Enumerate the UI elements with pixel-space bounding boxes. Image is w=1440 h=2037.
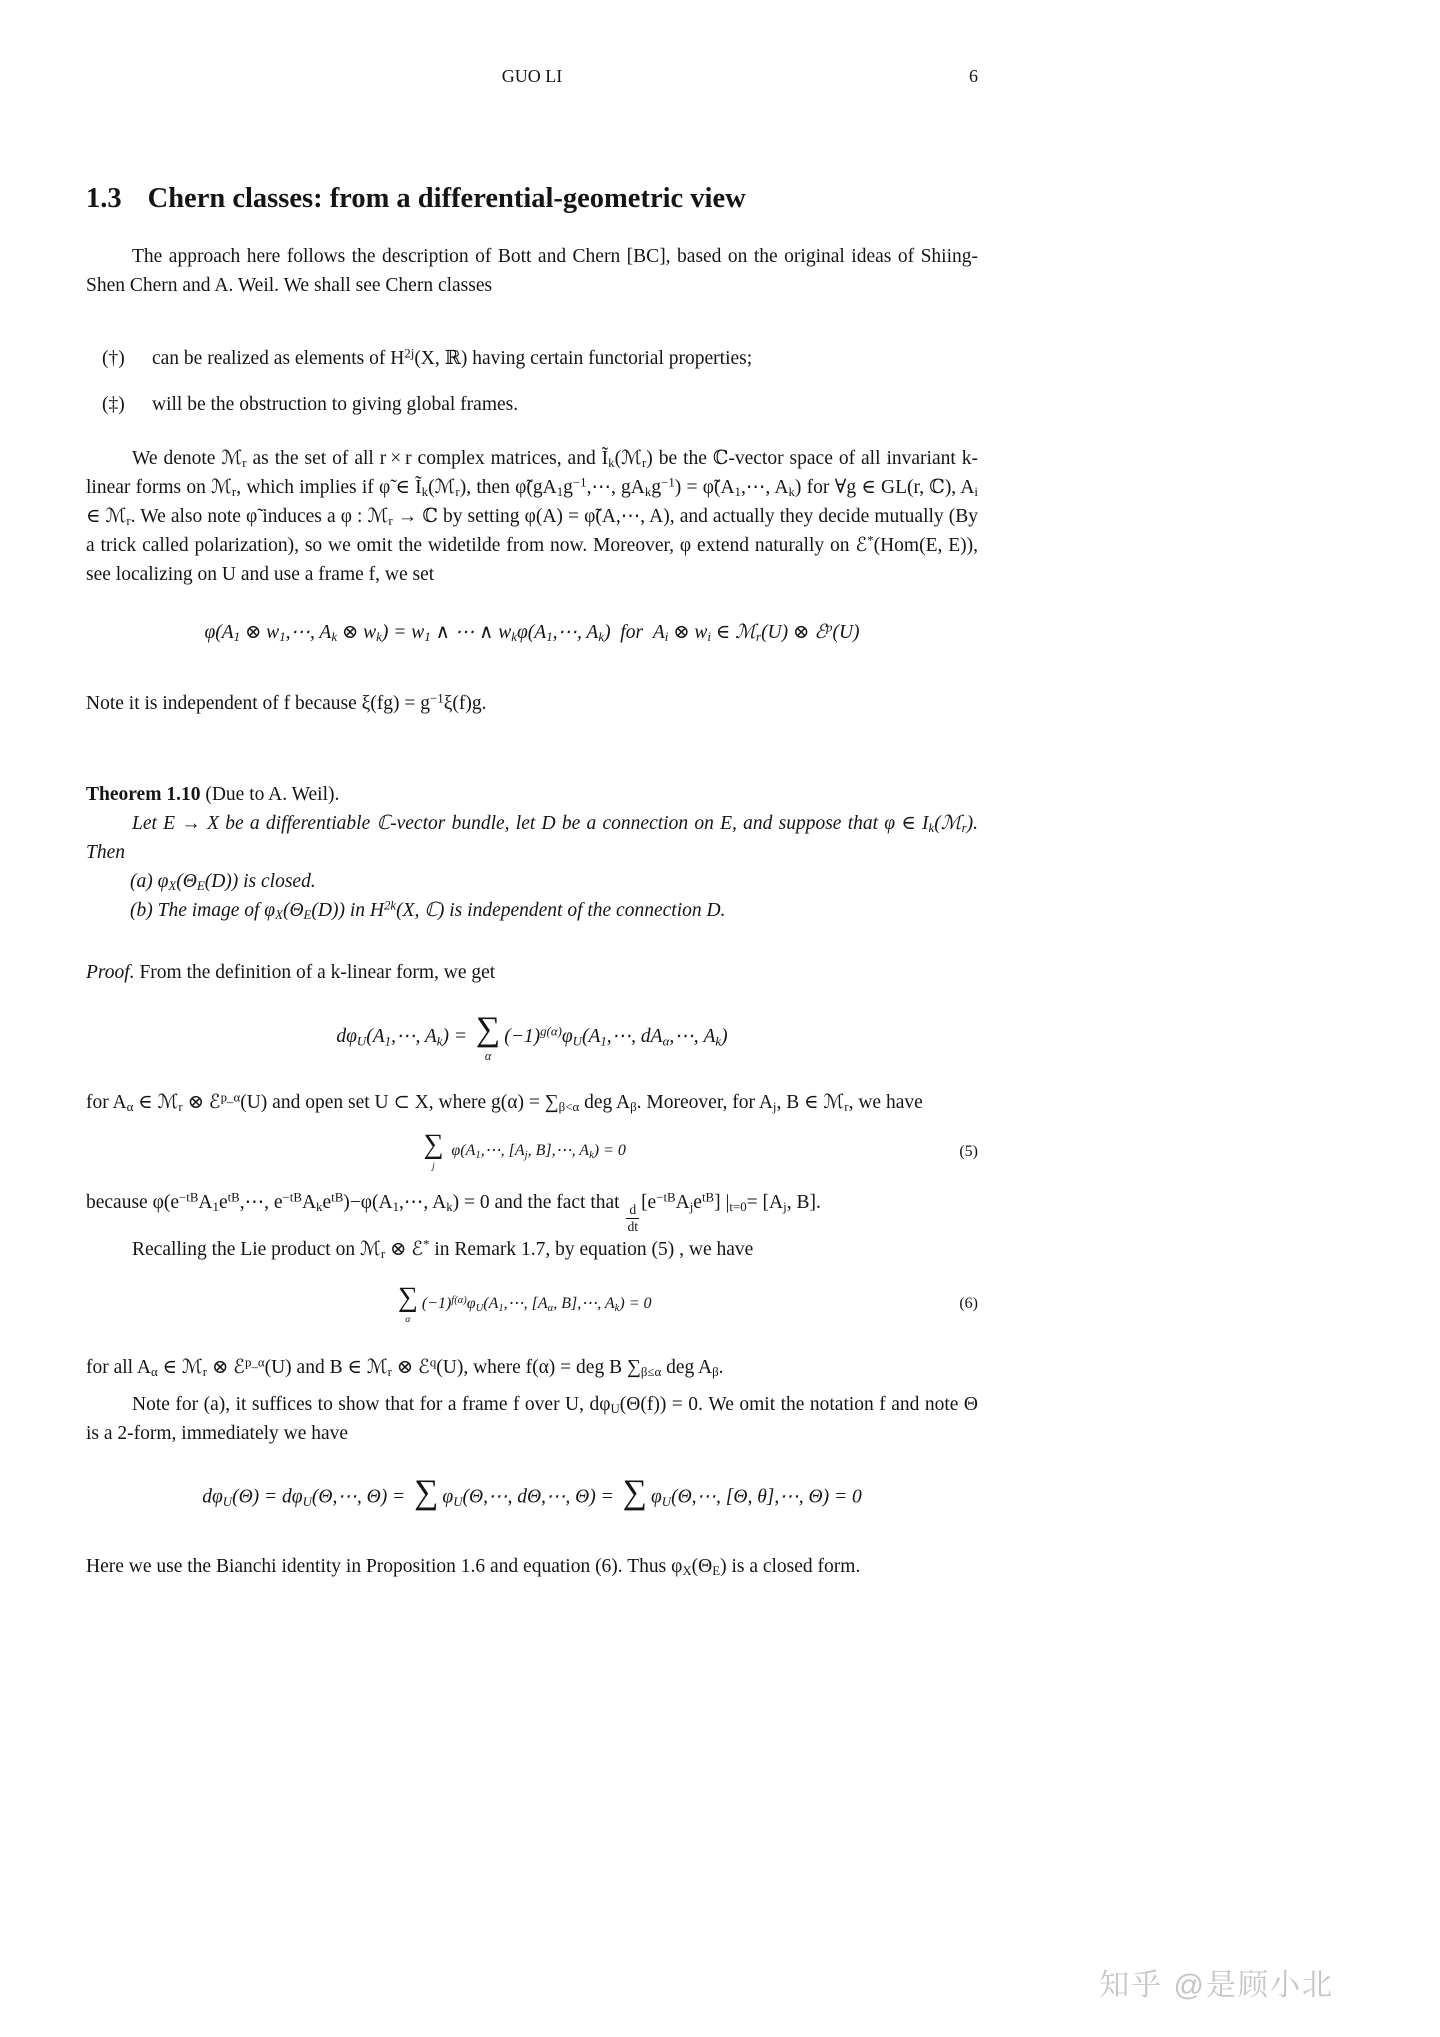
theorem-label: Theorem 1.10 — [86, 784, 201, 805]
equation-6-body: ∑ α $(-1)^{f(\alpha)}\varphi_U(A_1,\cdots$, [$A_\alpha$, B],⋯, $A_k) = 0$ — [397, 1281, 652, 1325]
text-column — [86, 0, 978, 1581]
intro-paragraph: The approach here follows the description of Bott and Chern [BC], based on the original ideas of Shiing-Shen Chern and A. Weil. We shall see Chern classes — [86, 246, 978, 296]
equation-dphi: $d\varphi_U(A_1,\cdots$, $A_k$) = ∑ α $(-1)^{g(\alpha)}\varphi_U(A_1,\cdots$, $dA_\alpha,\cdots$, $A_k$) — [336, 1011, 728, 1064]
theorem-attribution: (Due to A. Weil). — [205, 784, 340, 805]
equation-6 — [86, 1281, 978, 1325]
page-header — [86, 66, 978, 90]
equation-5-tag: (5) — [959, 1142, 978, 1160]
theorem-block — [86, 780, 978, 925]
theorem-head — [86, 780, 978, 809]
running-title: GUO LI — [501, 66, 563, 86]
paragraph-forall: for all $A_\alpha$ ∈ ℳ$_r$ ⊗ ℰ$^{p\_\alpha}$(U) and B ∈ ℳ$_r$ ⊗ ℰ$^q$(U), where f(α) = deg B $\sum_{\beta\le\alpha}$ deg $A_\beta$. — [86, 1355, 724, 1379]
proof-lead — [86, 958, 978, 987]
theorem-statement: Let E → X be a differentiable ℂ-vector bundle, let D be a connection on E, and suppose that φ ∈ $I_k(ℳ_r)$. Then — [86, 813, 978, 863]
paragraph-recalling: Recalling the Lie product on ℳ$_r$ ⊗ ℰ* in Remark 1.7, by equation (5) , we have — [132, 1237, 754, 1261]
footnote-item-ddagger — [86, 390, 978, 419]
ddagger-marker: (‡) — [102, 394, 125, 415]
proof-lead-text: From the definition of a k-linear form, we get — [139, 962, 496, 983]
theorem-item-b: (b) The image of $\varphi_X(\Theta_E(D))$ in $H^{2k}(X$, ℂ) is independent of the connection D. — [130, 898, 726, 923]
paragraph-closing: Here we use the Bianchi identity in Proposition 1.6 and equation (6). Thus $\varphi_X(\Theta_E)$ is a closed form. — [86, 1555, 861, 1579]
equation-5-body: ∑ j $\varphi(A_1,\cdots$, [$A_j$, B],⋯, $A_k) = 0$ — [423, 1129, 626, 1173]
equation-final: $d\varphi_U(\Theta)$ = $d\varphi_U(\Theta,\cdots$, Θ) = ∑ $\varphi_U(\Theta,\cdots$, dΘ,⋯, Θ) = ∑ $\varphi_U(\Theta,\cdots$, [Θ, θ],⋯, Θ) = 0 — [202, 1473, 862, 1511]
section-heading — [86, 182, 978, 216]
paragraph-note-a: Note for (a), it suffices to show that for a frame f over U, $d\varphi_U(\Theta(f)) = 0$. We omit the notation f and note Θ is a 2-form, immediately we have — [86, 1393, 978, 1444]
page-number: 6 — [969, 66, 978, 86]
paragraph-because: because $\varphi(e^{-tB}A_1e^{tB},\cdots$, $e^{-tB}A_ke^{tB})-\varphi(A_1,\cdots$, $A_k) = 0$ and the fact that $\frac{d}{dt}$ $[e^{-tB}A_je^{tB}]$ $|_{t=0}= [A_j$, B]. — [86, 1190, 821, 1234]
equation-6-tag: (6) — [959, 1295, 978, 1313]
dagger-marker: (†) — [102, 348, 125, 369]
paragraph-denote: We denote ℳ$_r$ as the set of all r × r complex matrices, and $Ĩ_k(ℳ_r)$ be the ℂ-vector space of all invariant k-linear forms on ℳ$_r$, which implies if φ̃ ∈ $Ĩ_k(ℳ_r)$, then $\varphĩ(gA_1g^{-1},\cdots$, $gA_kg^{-1}$) = $\varphĩ(A_1,\cdots$, $A_k$) for ∀g ∈ GL(r, ℂ), $A_i$ ∈ ℳ$_r$. We also note φ̃ induces a φ : ℳ$_r$ → ℂ by setting φ(A) = φ̃(A,⋯, A), and actually they decide mutually (By a trick called polarization), so we omit the widetilde from now. Moreover, φ extend naturally on ℰ*(Hom(E, E)), see localizing on U and use a frame f, we set — [86, 448, 978, 585]
paragraph-note: Note it is independent of f because $\xi(fg) = g^{-1}\xi(f)g$. — [86, 691, 487, 714]
watermark: 知乎 @是顾小北 — [1099, 1969, 1334, 2002]
section-title: Chern classes: from a differential-geometric view — [147, 183, 746, 214]
paragraph-for: for $A_\alpha$ ∈ ℳ$_r$ ⊗ ℰ$^{p\_\alpha}$(U) and open set U ⊂ X, where $g(\alpha) = \sum_{\beta<\alpha}$ deg $A_\beta$. Moreover, for $A_j$, B ∈ ℳ$_r$, we have — [86, 1090, 923, 1115]
ddagger-text: will be the obstruction to giving global frames. — [152, 394, 519, 415]
dagger-text: can be realized as elements of $H^{2j}(X$, ℝ) having certain functorial properties; — [152, 346, 753, 369]
theorem-item-a: (a) $\varphi_X(\Theta_E(D))$ is closed. — [130, 871, 316, 894]
footnote-item-dagger — [86, 344, 978, 373]
equation-frame: $\varphi(A_1$ ⊗ $w_1,\cdots$, $A_k$ ⊗ $w_k) = w_1$ ∧ ⋯ ∧ $w_k\varphi(A_1,\cdots$, $A_k$) for $A_i$ ⊗ $w_i$ ∈ ℳ$_r$(U) ⊗ ℰ$^p$(U) — [204, 620, 860, 645]
proof-label: Proof. — [86, 962, 135, 983]
section-number: 1.3 — [86, 183, 122, 214]
equation-5 — [86, 1131, 978, 1172]
